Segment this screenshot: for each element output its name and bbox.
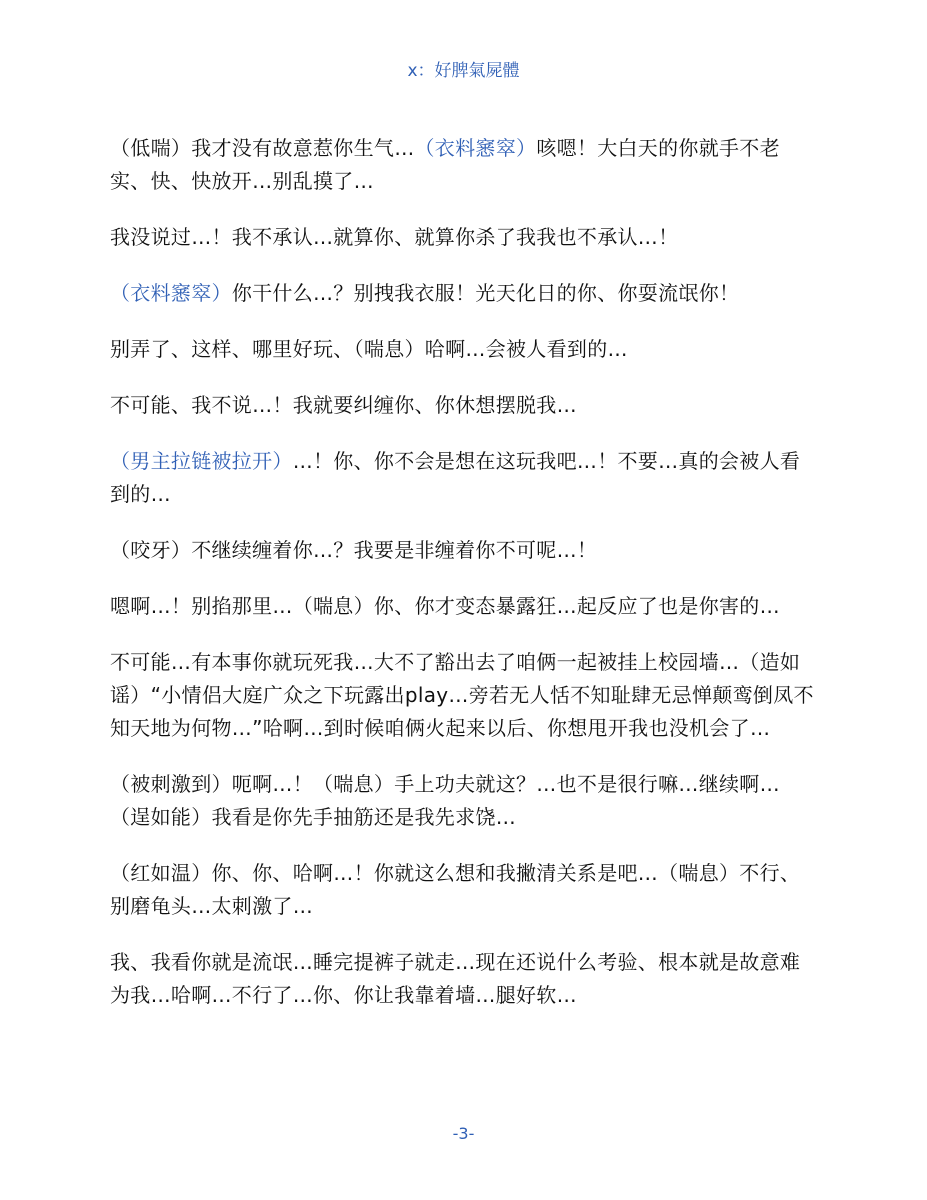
paragraph: （咬牙）不继续缠着你…？我要是非缠着你不可呢…！	[110, 538, 598, 562]
paragraph-text: （低喘）我才没有故意惹你生气…	[110, 136, 415, 160]
stage-direction: （衣料窸窣）	[414, 136, 537, 160]
stage-direction: （男主拉链被拉开）	[110, 449, 293, 473]
paragraph	[110, 277, 820, 310]
paragraph: 我、我看你就是流氓…睡完提裤子就走…现在还说什么考验、根本就是故意难为我…哈啊…不行了…你、你让我靠着墙…腿好软…	[110, 950, 801, 1007]
paragraph: 不可能、我不说…！我就要纠缠你、你休想摆脱我…	[110, 393, 577, 417]
paragraph: 嗯啊…！别掐那里…（喘息）你、你才变态暴露狂…起反应了也是你害的…	[110, 594, 780, 618]
paragraph: 不可能…有本事你就玩死我…大不了豁出去了咱俩一起被挂上校园墙…（造如谣）“小情侣大庭广众之下玩露出play…旁若无人恬不知耻肆无忌惮颠鸾倒凤不知天地为何物…”哈啊…到时候咱俩火起来以后、你想甩开我也没机会了…	[110, 650, 814, 740]
paragraph: 我没说过…！我不承认…就算你、就算你杀了我我也不承认…！	[110, 225, 679, 249]
page-footer	[0, 1124, 927, 1143]
stage-direction: （衣料窸窣）	[110, 281, 232, 305]
header-title: x：好脾氣屍體	[407, 61, 520, 81]
document-header	[0, 56, 927, 81]
paragraph: （红如温）你、你、哈啊…！你就这么想和我撇清关系是吧…（喘息）不行、别磨龟头…太刺激了…	[110, 861, 801, 918]
paragraph-text: …！你、你不会是想在这玩我吧…！不要…真的会被人看到的…	[110, 449, 801, 506]
paragraph-text: 你干什么…？别拽我衣服！光天化日的你、你耍流氓你！	[231, 281, 740, 305]
page-number: -3-	[452, 1124, 475, 1143]
paragraph: （被刺激到）呃啊…！（喘息）手上功夫就这？…也不是很行嘛…继续啊…（逞如能）我看是你先手抽筋还是我先求饶…	[110, 772, 780, 829]
paragraph-text: 咳嗯！大白天的你就手不老实、快、快放开…别乱摸了…	[110, 136, 780, 193]
paragraph: 别弄了、这样、哪里好玩、（喘息）哈啊…会被人看到的…	[110, 337, 628, 361]
document-body	[110, 132, 820, 1035]
paragraph	[110, 132, 820, 198]
paragraph	[110, 445, 820, 511]
